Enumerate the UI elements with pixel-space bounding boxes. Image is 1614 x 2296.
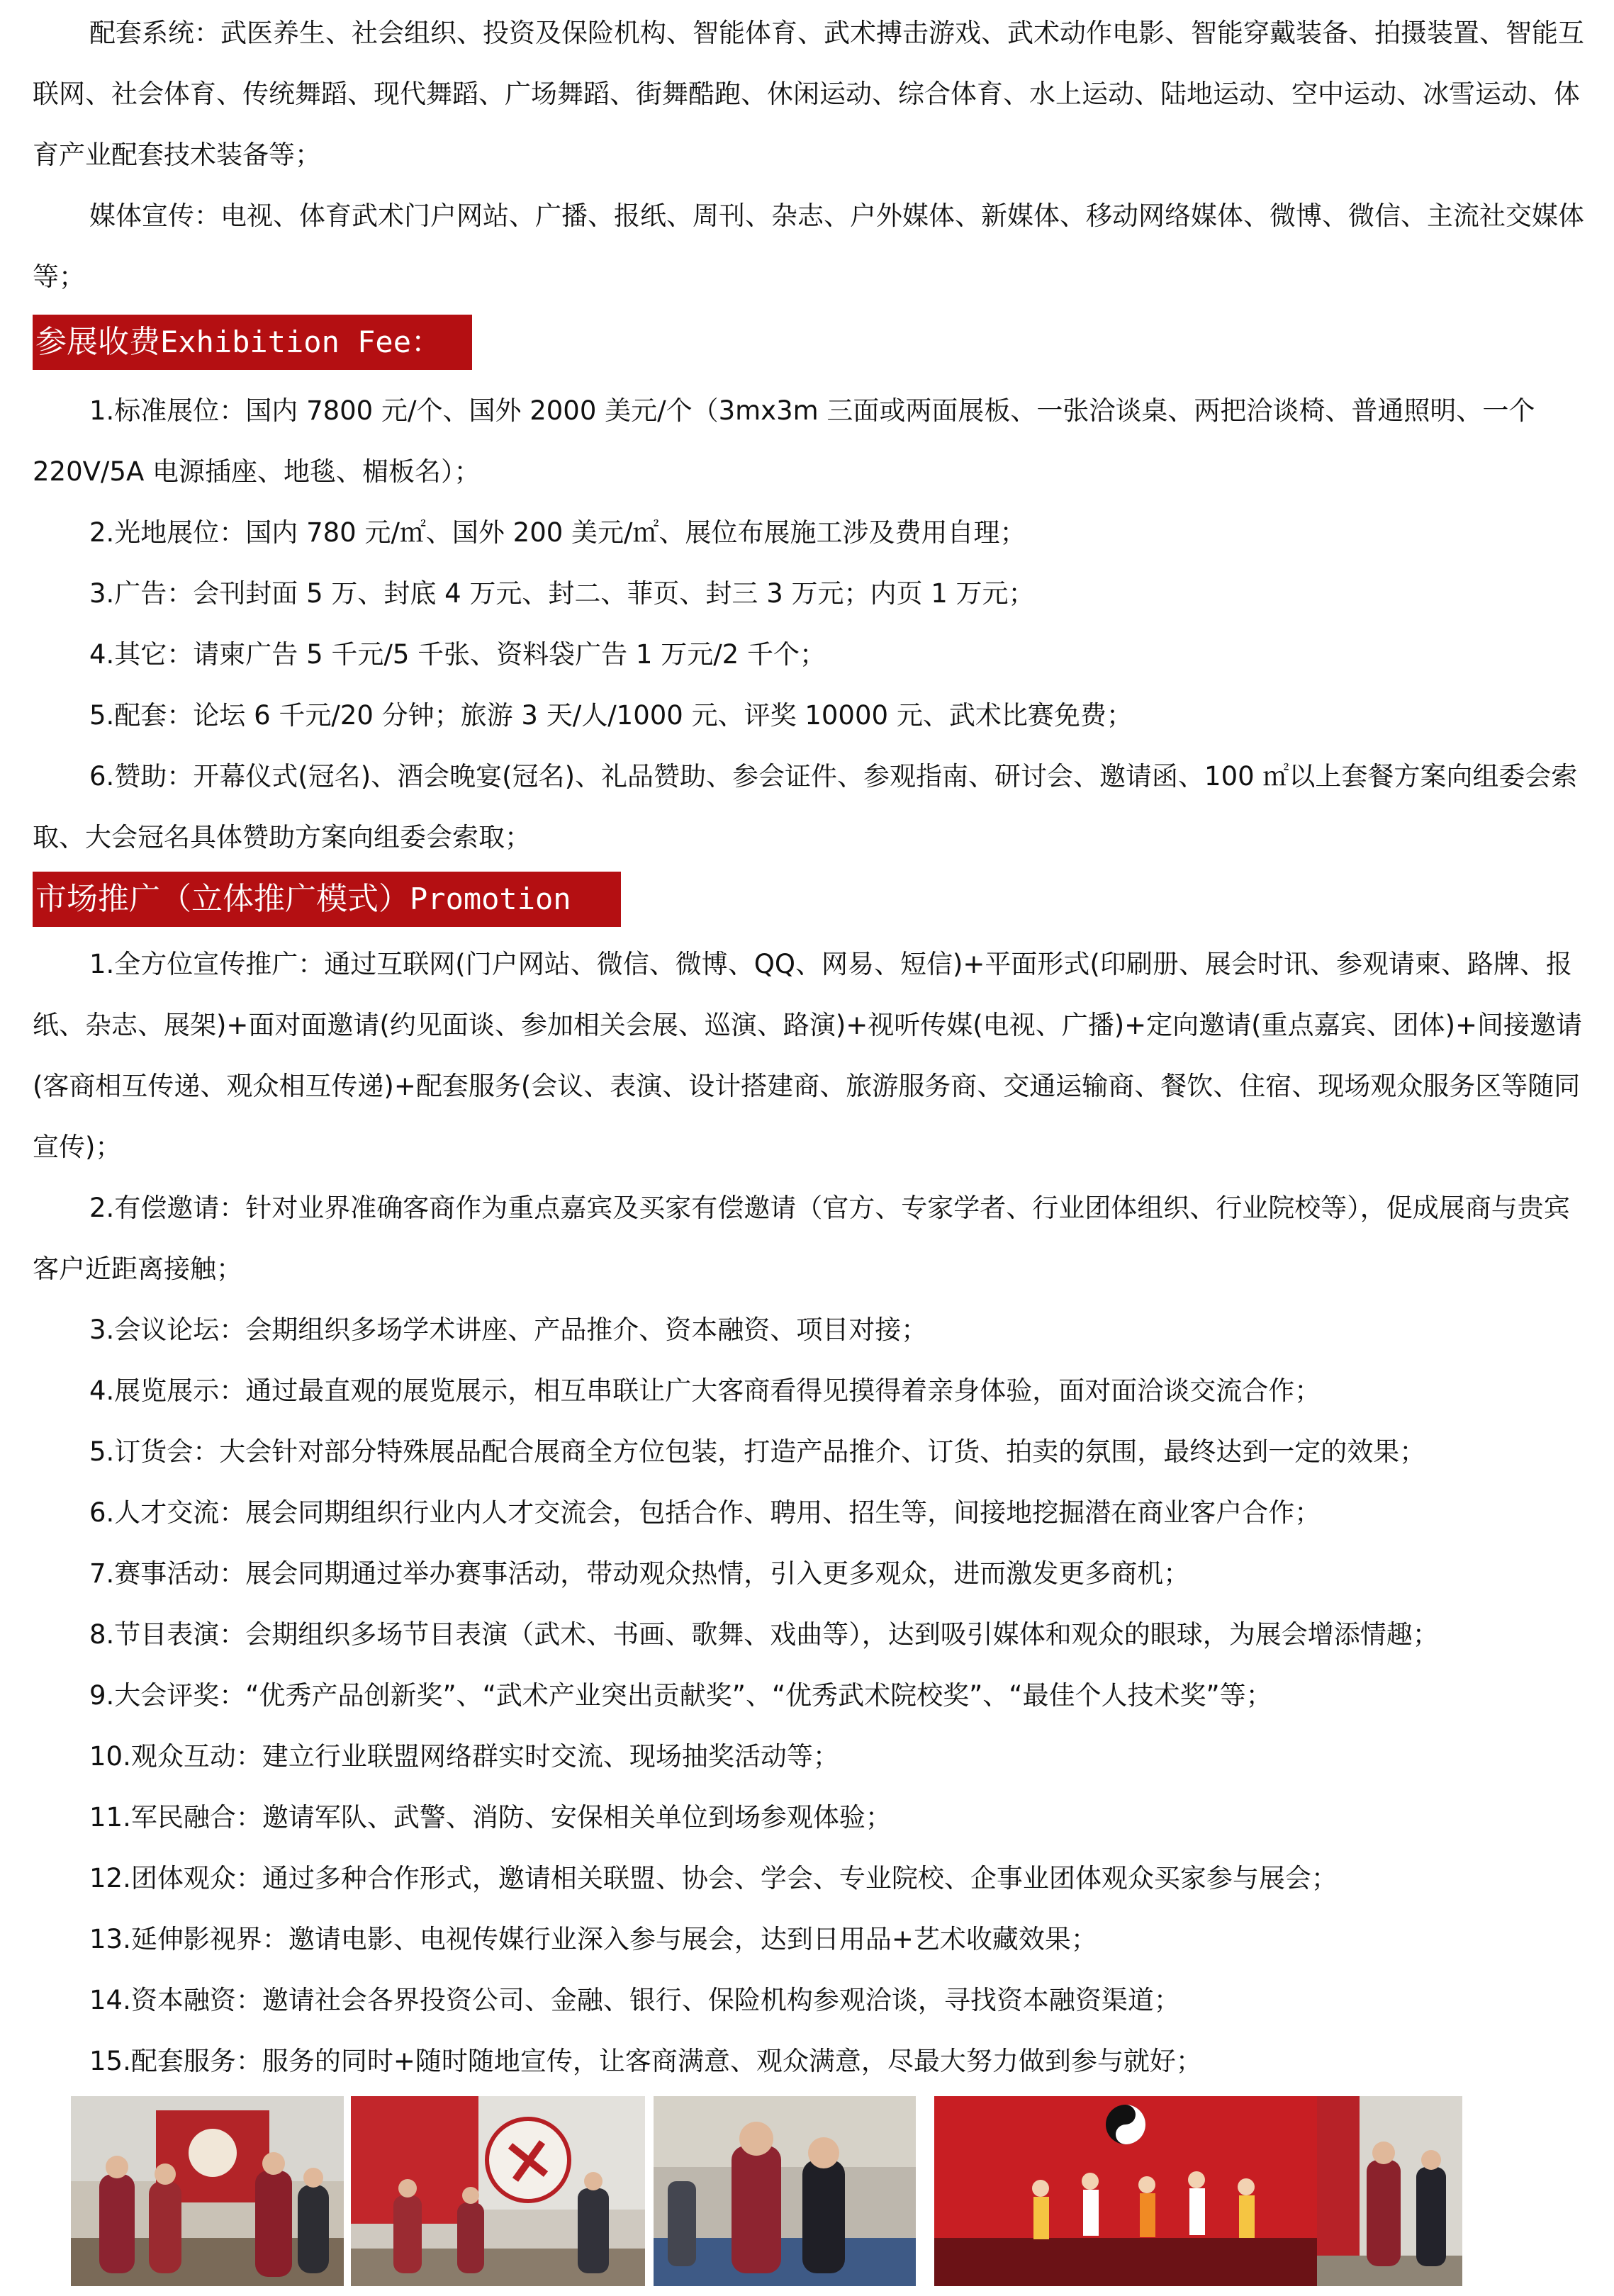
fee-item-6: 6.赞助：开幕仪式(冠名)、酒会晚宴(冠名)、礼品赞助、参会证件、参观指南、研讨会、邀请函、100 ㎡以上套餐方案向组委会索取、大会冠名具体赞助方案向组委会索取；: [33, 761, 1578, 852]
promotion-heading-cn: 市场推广（立体推广模式）: [35, 881, 410, 917]
promo-item-2: 2.有偿邀请：针对业界准确客商作为重点嘉宾及买家有偿邀请（官方、专家学者、行业团体组织、行业院校等），促成展商与贵宾客户近距离接触；: [33, 1193, 1570, 1284]
promo-item-9: 9.大会评奖：“优秀产品创新奖”、“武术产业突出贡献奖”、“优秀武术院校奖”、“最佳个人技术奖”等；: [89, 1680, 1272, 1711]
promo-item-12: 12.团体观众：通过多种合作形式，邀请相关联盟、协会、学会、专业院校、企事业团体观众买家参与展会；: [89, 1863, 1338, 1893]
promo-item-10: 10.观众互动：建立行业联盟网络群实时交流、现场抽奖活动等；: [89, 1741, 839, 1772]
fee-heading-cn: 参展收费: [35, 324, 160, 360]
promo-item-14: 14.资本融资：邀请社会各界投资公司、金融、银行、保险机构参观洽谈，寻找资本融资渠道；: [89, 1985, 1180, 2015]
fee-item-1: 1.标准展位：国内 7800 元/个、国外 2000 美元/个（3mx3m 三面或两面展板、一张洽谈桌、两把洽谈椅、普通照明、一个 220V/5A 电源插座、地毯、楣板名）；: [33, 395, 1535, 487]
fee-item-2: 2.光地展位：国内 780 元/㎡、国外 200 美元/㎡、展位布展施工涉及费用自理；: [89, 517, 1026, 548]
exhibition-photo-4: [934, 2096, 1317, 2286]
fee-heading-en: Exhibition Fee：: [160, 325, 442, 359]
promo-item-11: 11.军民融合：邀请军队、武警、消防、安保相关单位到场参观体验；: [89, 1802, 892, 1833]
fee-item-5: 5.配套：论坛 6 千元/20 分钟；旅游 3 天/人/1000 元、评奖 10000 元、武术比赛免费；: [89, 700, 1133, 731]
exhibition-photo-2: [351, 2096, 645, 2286]
promo-item-6: 6.人才交流：展会同期组织行业内人才交流会，包括合作、聘用、招生等，间接地挖掘潜在商业客户合作；: [89, 1497, 1321, 1528]
exhibition-photo-3: [654, 2096, 916, 2286]
fee-item-4: 4.其它：请柬广告 5 千元/5 千张、资料袋广告 1 万元/2 千个；: [89, 639, 826, 670]
fee-heading: [33, 315, 472, 370]
media-paragraph: 媒体宣传：电视、体育武术门户网站、广播、报纸、周刊、杂志、户外媒体、新媒体、移动网络媒体、微博、微信、主流社交媒体等；: [33, 201, 1584, 292]
promotion-heading: [33, 872, 621, 927]
promo-item-1: 1.全方位宣传推广：通过互联网(门户网站、微信、微博、QQ、网易、短信)+平面形式(印刷册、展会时讯、参观请柬、路牌、报纸、杂志、展架)+面对面邀请(约见面谈、参加相关会展、巡演、路演)+视听传媒(电视、广播)+定向邀请(重点嘉宾、团体)+间接邀请(客商相互传递、观众相互传递)+配套服务(会议、表演、设计搭建商、旅游服务商、交通运输商、餐饮、住宿、现场观众服务区等随同宣传)；: [33, 949, 1583, 1162]
promo-item-3: 3.会议论坛：会期组织多场学术讲座、产品推介、资本融资、项目对接；: [89, 1315, 928, 1345]
promo-item-13: 13.延伸影视界：邀请电影、电视传媒行业深入参与展会，达到日用品+艺术收藏效果；: [89, 1924, 1097, 1954]
promo-item-5: 5.订货会：大会针对部分特殊展品配合展商全方位包装，打造产品推介、订货、拍卖的氛围，最终达到一定的效果；: [89, 1436, 1426, 1467]
exhibition-photo-1: [71, 2096, 344, 2286]
promo-item-15: 15.配套服务：服务的同时+随时随地宣传，让客商满意、观众满意，尽最大努力做到参与就好；: [89, 2046, 1202, 2076]
fee-item-3: 3.广告：会刊封面 5 万、封底 4 万元、封二、菲页、封三 3 万元；内页 1 万元；: [89, 578, 1035, 609]
support-systems-paragraph: 配套系统：武医养生、社会组织、投资及保险机构、智能体育、武术搏击游戏、武术动作电影、智能穿戴装备、拍摄装置、智能互联网、社会体育、传统舞蹈、现代舞蹈、广场舞蹈、街舞酷跑、休闲运动、综合体育、水上运动、陆地运动、空中运动、冰雪运动、体育产业配套技术装备等；: [33, 18, 1584, 170]
promo-item-8: 8.节目表演：会期组织多场节目表演（武术、书画、歌舞、戏曲等），达到吸引媒体和观众的眼球，为展会增添情趣；: [89, 1619, 1439, 1650]
promo-item-4: 4.展览展示：通过最直观的展览展示，相互串联让广大客商看得见摸得着亲身体验，面对面洽谈交流合作；: [89, 1375, 1321, 1406]
promo-item-7: 7.赛事活动：展会同期通过举办赛事活动，带动观众热情，引入更多观众，进而激发更多商机；: [89, 1558, 1190, 1589]
exhibition-photo-5: [1317, 2096, 1462, 2286]
promotion-heading-en: Promotion: [410, 882, 571, 916]
